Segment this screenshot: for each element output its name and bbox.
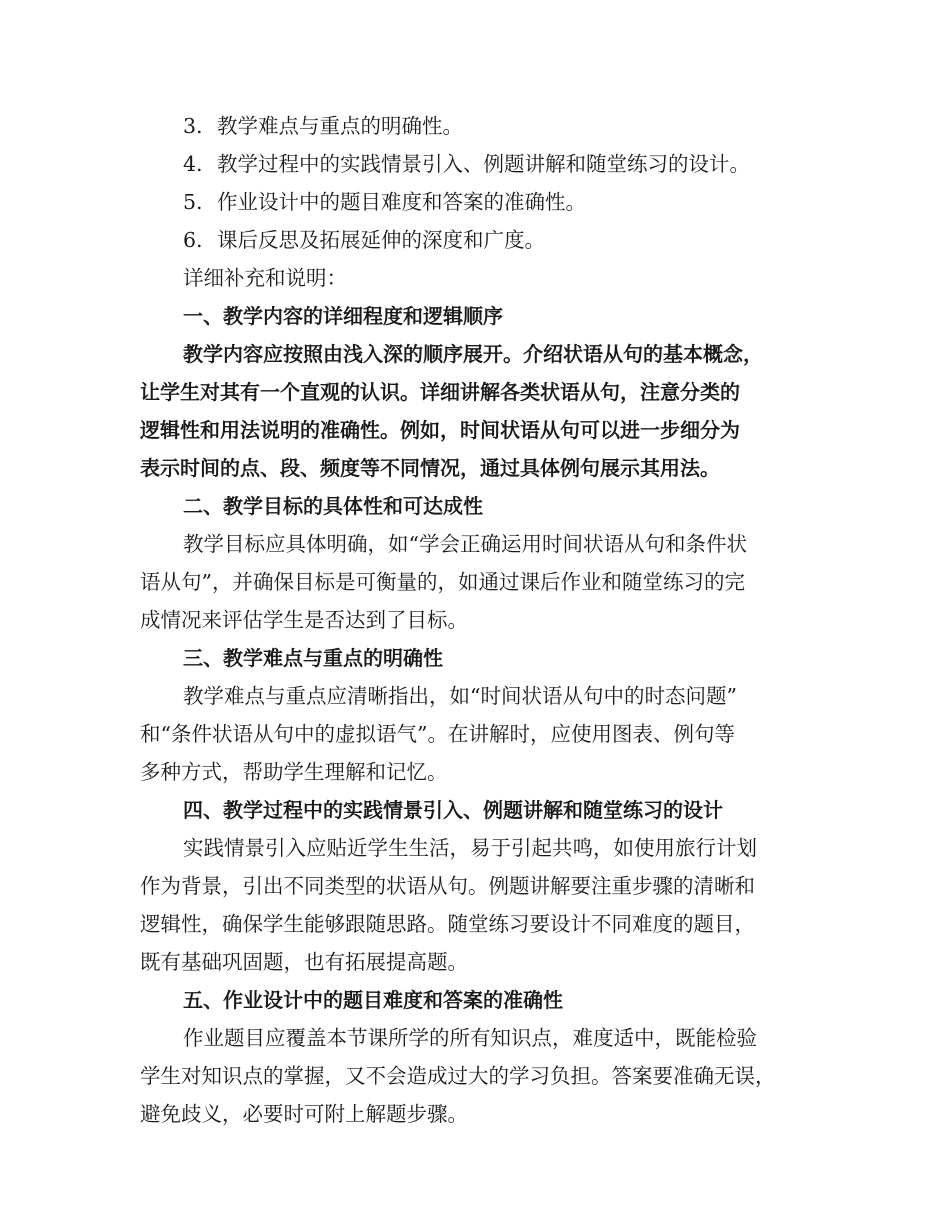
list-item-3 [183,107,863,145]
paragraph-line: 学生对知识点的掌握，又不会造成过大的学习负担。答案要准确无误， [140,1064,776,1088]
paragraph-line: 表示时间的点、段、频度等不同情况，通过具体例句展示其用法。 [140,456,720,480]
list-item-5 [183,183,863,221]
list-number: 3. [183,114,203,138]
paragraph-line: 逻辑性，确保学生能够跟随思路。随堂练习要设计不同难度的题目， [140,912,755,936]
section-heading-1: 一、教学内容的详细程度和逻辑顺序 [183,304,503,328]
section-heading-2: 二、教学目标的具体性和可达成性 [183,494,483,518]
paragraph-line: 逻辑性和用法说明的准确性。例如，时间状语从句可以进一步细分为 [140,418,740,442]
list-text: 教学过程中的实践情景引入、例题讲解和随堂练习的设计。 [217,152,750,176]
list-number: 5. [183,190,203,214]
section-heading-4: 四、教学过程中的实践情景引入、例题讲解和随堂练习的设计 [183,798,723,822]
paragraph-line: 教学内容应按照由浅入深的顺序展开。介绍状语从句的基本概念， [183,342,763,366]
section-heading-3: 三、教学难点与重点的明确性 [183,646,443,670]
paragraph-line: 作为背景，引出不同类型的状语从句。例题讲解要注重步骤的清晰和 [140,874,755,898]
paragraph-line: 多种方式，帮助学生理解和记忆。 [140,760,448,784]
list-number: 6. [183,228,203,252]
list-item-6 [183,221,863,259]
paragraph-line: 让学生对其有一个直观的认识。详细讲解各类状语从句，注意分类的 [140,380,740,404]
paragraph-line: 实践情景引入应贴近学生生活，易于引起共鸣，如使用旅行计划 [183,836,757,860]
list-number: 4. [183,152,203,176]
paragraph-line: 和“条件状语从句中的虚拟语气”。在讲解时，应使用图表、例句等 [140,722,735,746]
list-item-4 [183,145,863,183]
paragraph-line: 成情况来评估学生是否达到了目标。 [140,608,468,632]
intro-text: 详细补充和说明： [183,266,347,290]
paragraph-line: 教学目标应具体明确，如“学会正确运用时间状语从句和条件状 [183,532,747,556]
list-text: 作业设计中的题目难度和答案的准确性。 [217,190,586,214]
paragraph-line: 避免歧义，必要时可附上解题步骤。 [140,1102,468,1126]
paragraph-line: 既有基础巩固题，也有拓展提高题。 [140,950,468,974]
paragraph-line: 作业题目应覆盖本节课所学的所有知识点，难度适中，既能检验 [183,1026,757,1050]
list-text: 教学难点与重点的明确性。 [217,114,463,138]
list-text: 课后反思及拓展延伸的深度和广度。 [217,228,545,252]
paragraph-line: 教学难点与重点应清晰指出，如“时间状语从句中的时态问题” [183,684,737,708]
section-heading-5: 五、作业设计中的题目难度和答案的准确性 [183,988,563,1012]
paragraph-line: 语从句”，并确保目标是可衡量的，如通过课后作业和随堂练习的完 [140,570,745,594]
